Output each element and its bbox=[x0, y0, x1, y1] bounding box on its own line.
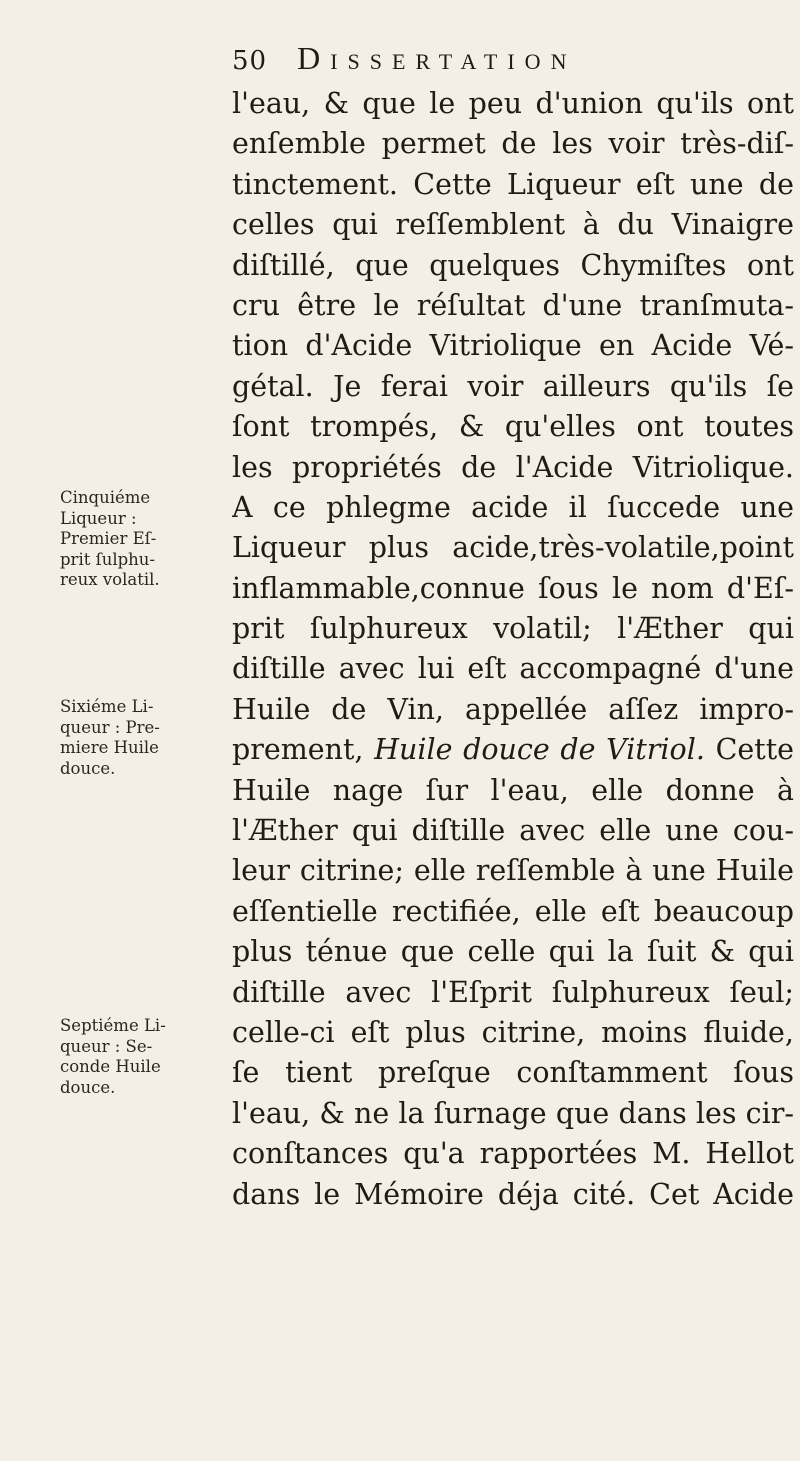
margin-note-line: prit ſulphu- bbox=[60, 549, 156, 569]
margin-note-line: queur : Se- bbox=[60, 1036, 153, 1056]
text-line: diſtille avec l'Eſprit ſulphureux ſeul; bbox=[232, 975, 794, 1009]
margin-note-line: reux volatil. bbox=[60, 570, 160, 589]
margin-note-seventh-liquor bbox=[60, 1016, 220, 1098]
margin-note-sixth-liquor bbox=[60, 697, 220, 779]
text-line: Huile nage ſur l'eau, elle donne à bbox=[232, 773, 794, 807]
text-line: l'eau, & ne la ſurnage que dans les cir- bbox=[232, 1096, 794, 1130]
text-line: inflammable,connue ſous le nom d'Eſ- bbox=[232, 571, 794, 605]
margin-note-line: Sixiéme Li- bbox=[60, 697, 154, 716]
text-line: Liqueur plus acide,très-volatile,point bbox=[232, 531, 794, 565]
body-text bbox=[232, 84, 794, 1215]
text-line: ſe tient preſque conſtamment ſous bbox=[232, 1056, 794, 1090]
text-line: plus ténue que celle qui la ſuit & qui bbox=[232, 935, 794, 969]
margin-note-line: queur : Pre- bbox=[60, 717, 160, 737]
text-line: dans le Mémoire déja cité. Cet Acide bbox=[232, 1177, 794, 1211]
text-line: diſtillé, que quelques Chymiſtes ont bbox=[232, 248, 794, 282]
text-line: gétal. Je ferai voir ailleurs qu'ils ſe bbox=[232, 369, 794, 403]
text-line: les propriétés de l'Acide Vitriolique. bbox=[232, 450, 794, 484]
text-line: diſtille avec lui eſt accompagné d'une bbox=[232, 652, 794, 686]
text-line: cru être le réſultat d'une tranſmuta- bbox=[232, 288, 794, 322]
text-fragment: Cette bbox=[715, 733, 794, 767]
margin-note-line: Premier Eſ- bbox=[60, 529, 157, 548]
text-line: celles qui reſſemblent à du Vinaigre bbox=[232, 208, 794, 242]
margin-note-line: Cinquiéme bbox=[60, 488, 151, 507]
text-line: A ce phlegme acide il ſuccede une bbox=[232, 490, 794, 524]
margin-note-line: Liqueur : bbox=[60, 508, 137, 528]
text-line: eſſentielle rectifiée, elle eſt beaucoup bbox=[232, 894, 794, 928]
text-line: l'eau, & que le peu d'union qu'ils ont bbox=[232, 87, 794, 120]
italic-term: Huile douce de Vitriol. bbox=[374, 733, 705, 767]
margin-note-line: miere Huile bbox=[60, 738, 159, 757]
text-line: conſtances qu'a rapportées M. Hellot bbox=[232, 1137, 794, 1171]
text-line: enſemble permet de les voir très-diſ- bbox=[232, 127, 794, 161]
running-title: Dissertation bbox=[297, 40, 577, 76]
text-fragment: prement, bbox=[232, 733, 364, 767]
margin-note-fifth-liquor bbox=[60, 488, 220, 591]
margin-note-line: conde Huile bbox=[60, 1057, 161, 1076]
text-line: tion d'Acide Vitriolique en Acide Vé- bbox=[232, 329, 794, 363]
text-line: Huile de Vin, appellée aſſez impro- bbox=[232, 692, 794, 726]
running-head bbox=[232, 40, 792, 86]
margin-note-line: douce. bbox=[60, 758, 116, 778]
text-line: celle-ci eſt plus citrine, moins fluide, bbox=[232, 1015, 794, 1049]
text-line: ſont trompés, & qu'elles ont toutes bbox=[232, 410, 794, 444]
text-line: tinctement. Cette Liqueur eſt une de bbox=[232, 167, 794, 201]
margin-note-line: douce. bbox=[60, 1077, 116, 1097]
text-line: l'Æther qui diſtille avec elle une cou- bbox=[232, 814, 794, 848]
text-line-with-italic bbox=[232, 730, 794, 770]
text-line: prit ſulphureux volatil; l'Æther qui bbox=[232, 612, 794, 646]
text-line: leur citrine; elle reſſemble à une Huile bbox=[232, 854, 794, 888]
page-number: 50 bbox=[232, 46, 268, 76]
margin-note-line: Septiéme Li- bbox=[60, 1016, 166, 1035]
